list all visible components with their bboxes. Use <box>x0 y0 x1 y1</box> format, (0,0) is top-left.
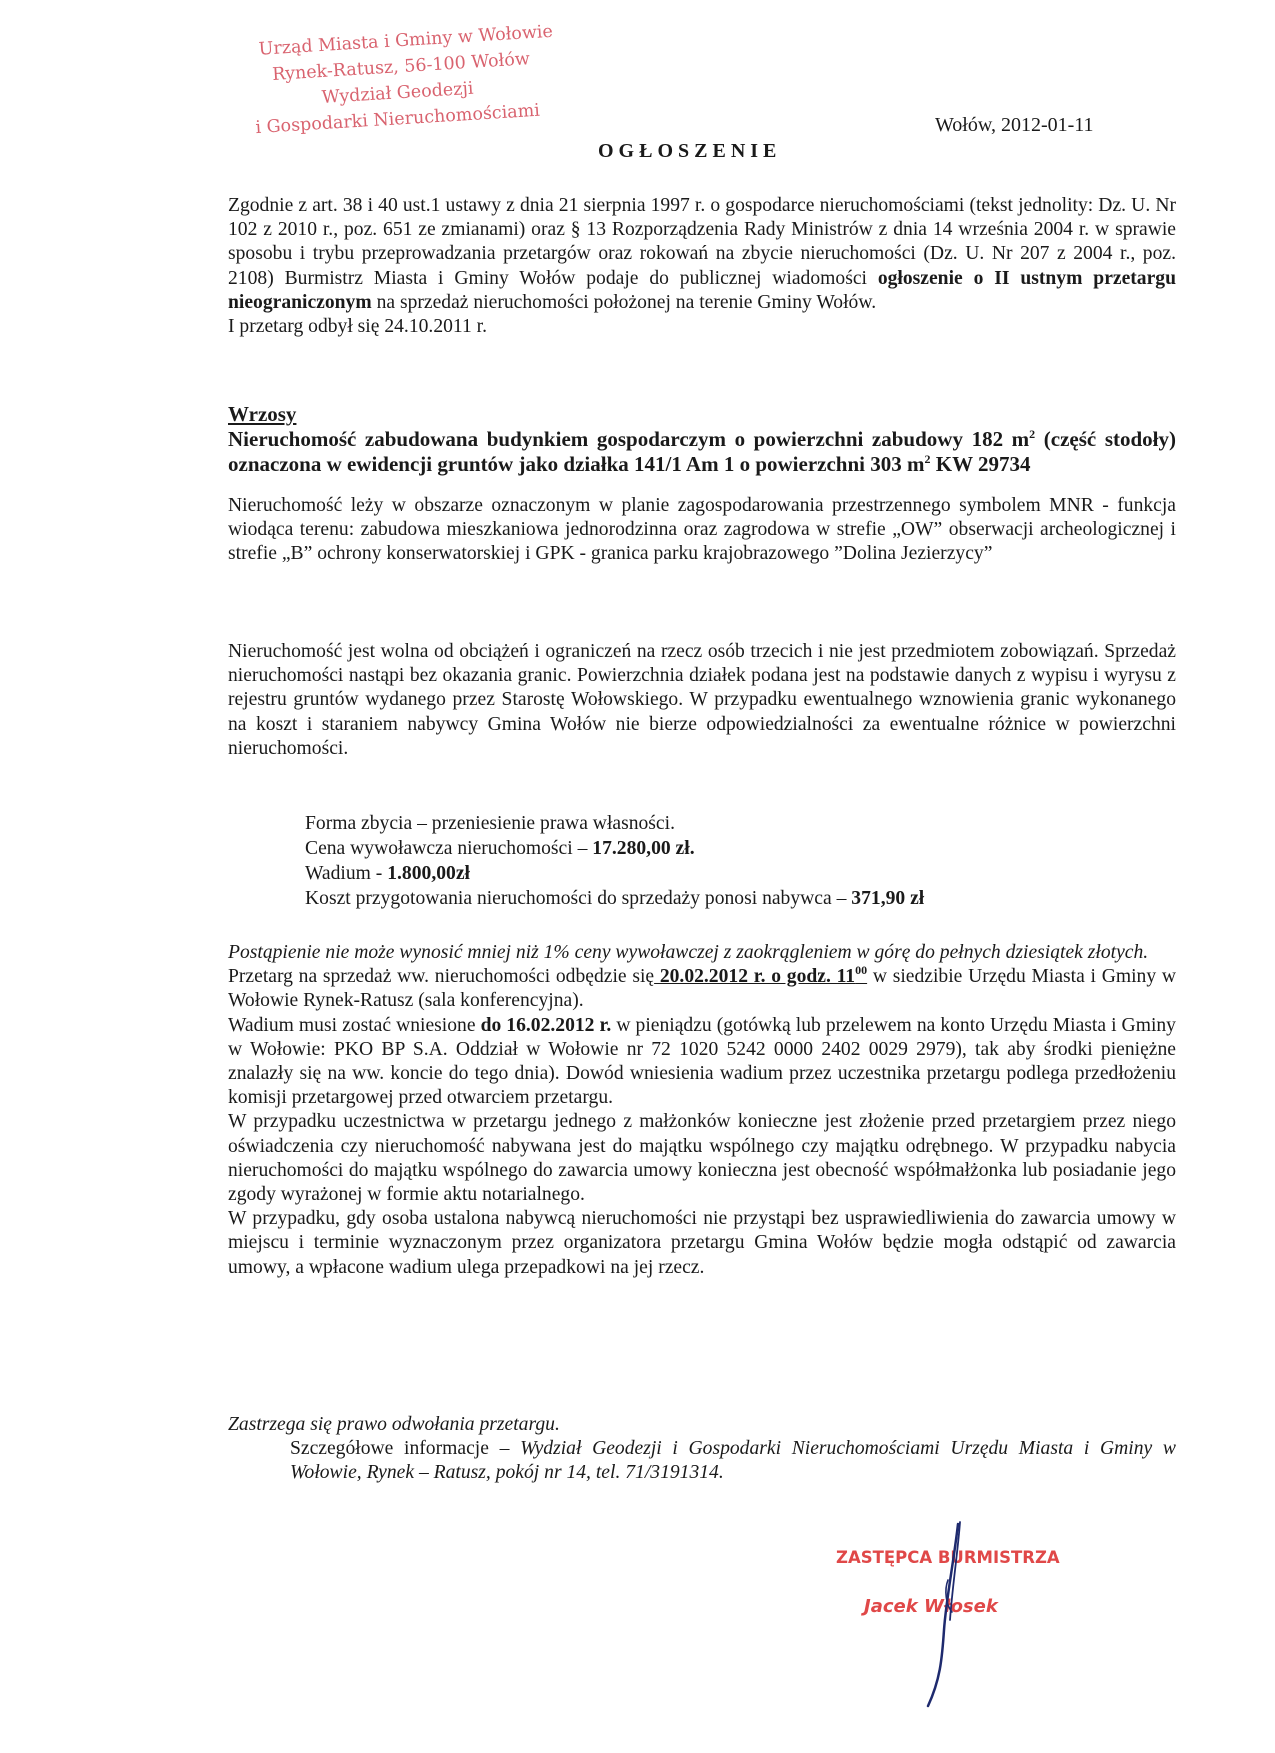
starting-price <box>305 836 1205 861</box>
reserve-right: Zastrzega się prawo odwołania przetargu. <box>228 1414 560 1435</box>
tender-date-paragraph <box>228 965 1176 1013</box>
document-heading: OGŁOSZENIE <box>598 140 782 162</box>
cost-value: 371,90 zł <box>851 888 925 909</box>
superscript: 2 <box>1029 427 1036 441</box>
contact-text: Wydział Geodezji i Gospodarki Nieruchomościami Urzędu Miasta i Gminy w Wołowie, Rynek – Ratusz, pokój nr 14, tel. 71/3191314. <box>290 1438 1176 1484</box>
intro-bold-text: ogłoszenie o II ustnym przetargu nieograniczonym <box>228 267 1176 313</box>
intro-paragraph <box>228 194 1176 315</box>
tender-conditions <box>228 941 1176 1280</box>
price-value: 17.280,00 zł. <box>592 838 695 859</box>
deposit-text: Wadium musi zostać wniesione <box>228 1014 481 1036</box>
signatory-name: Jacek Włosek <box>864 1596 998 1617</box>
tender-date-text: 20.02.2012 r. o godz. 11 <box>654 966 856 988</box>
property-title <box>228 427 1176 477</box>
superscript: 2 <box>924 452 931 466</box>
property-section <box>228 402 1176 477</box>
property-title-part: (część stodoły) oznaczona w ewidencji gruntów jako działka 141/1 Am 1 o powierzchni 303 m <box>228 427 1176 476</box>
closing-section <box>228 1413 1176 1486</box>
deposit <box>305 861 1205 886</box>
property-title-part: KW 29734 <box>930 452 1031 476</box>
preparation-cost <box>305 886 1205 911</box>
intro-text: Zgodnie z art. 38 i 40 ust.1 ustawy z dnia 21 sierpnia 1997 r. o gospodarce nieruchomościami (tekst jednolity: Dz. U. Nr 102 z 2010 r., poz. 651 ze zmianami) oraz § 13 Rozporządzenia Rady Ministrów z dnia 14 września 2004 r. w sprawie sposobu i trybu przeprowadzania przetargów oraz rokowań na zbycie nieruchomości (Dz. U. Nr 207 z 2004 r., poz. 2108) Burmistrz Miasta i Gminy Wołów podaje do publicznej wiadomości <box>228 195 1176 289</box>
office-stamp <box>238 18 564 141</box>
tender-text: Przetarg na sprzedaż ww. nieruchomości odbędzie się <box>228 966 655 988</box>
zoning-description <box>228 494 1176 567</box>
cost-label: Koszt przygotowania nieruchomości do sprzedaży ponosi nabywca – <box>305 888 852 909</box>
handwritten-signature <box>900 1520 980 1710</box>
stamp-line: Wydział Geodezji <box>321 78 475 108</box>
encumbrance-section <box>228 640 1176 761</box>
stamp-line: Urząd Miasta i Gminy w Wołowie <box>258 21 554 60</box>
stamp-line: i Gospodarki Nieruchomościami <box>254 100 541 139</box>
deposit-paragraph <box>228 1014 1176 1111</box>
intro-text-end: na sprzedaż nieruchomości położonej na terenie Gminy Wołów. <box>371 291 877 313</box>
signatory-title: ZASTĘPCA BURMISTRZA <box>836 1548 1060 1567</box>
price-label: Cena wywoławcza nieruchomości – <box>305 838 593 859</box>
intro-section <box>228 194 1176 339</box>
zoning-paragraph: Nieruchomość leży w obszarze oznaczonym w planie zagospodarowania przestrzennego symbolem MNR - funkcja wiodąca terenu: zabudowa mieszkaniowa jednorodzinna oraz zagrodowa w strefie „OW” obserwacji archeologicznej i strefie „B” ochrony konserwatorskiej i GPK - granica parku krajobrazowego ”Dolina Jezierzycy” <box>228 495 1176 565</box>
forfeit-paragraph: W przypadku, gdy osoba ustalona nabywcą nieruchomości nie przystąpi bez usprawiedliwienia do zawarcia umowy w miejscu i terminie wyznaczonym przez organizatora przetargu Gmina Wołów będzie mogła odstąpić od zawarcia umowy, a wpłacone wadium ulega przepadkowi na jej rzecz. <box>228 1208 1176 1278</box>
deposit-value: 1.800,00zł <box>387 863 470 884</box>
tender-date <box>654 963 868 988</box>
increment-rule: Postąpienie nie może wynosić mniej niż 1% ceny wywoławczej z zaokrągleniem w górę do pełnych dziesiątek złotych. <box>228 942 1149 963</box>
tender-place: w siedzibie Urzędu Miasta i Gminy w Wołowie Rynek-Ratusz (sala konferencyjna). <box>228 966 1177 1012</box>
encumbrance-paragraph: Nieruchomość jest wolna od obciążeń i ograniczeń na rzecz osób trzecich i nie jest przedmiotem zobowiązań. Sprzedaż nieruchomości nastąpi bez okazania granic. Powierzchnia działek podana jest na podstawie danych z wypisu i wyrysu z rejestru gruntów wydanego przez Starostę Wołowskiego. W przypadku ewentualnego wznowienia granic wykonanego na koszt i staraniem nabywcy Gmina Wołów nie bierze odpowiedzialności za ewentualne różnice w powierzchni nieruchomości. <box>228 641 1176 759</box>
deposit-deadline: do 16.02.2012 r. <box>480 1014 612 1036</box>
document-date: Wołów, 2012-01-11 <box>935 114 1094 136</box>
contact-label: Szczegółowe informacje – <box>290 1438 521 1460</box>
first-tender-note: I przetarg odbył się 24.10.2011 r. <box>228 316 488 338</box>
tender-hour-sup: 00 <box>855 963 868 978</box>
stamp-line: Rynek-Ratusz, 56-100 Wołów <box>271 49 531 85</box>
sale-terms <box>305 811 1205 911</box>
spouse-paragraph: W przypadku uczestnictwa w przetargu jednego z małżonków konieczne jest złożenie przed przetargiem przez niego oświadczenia czy nieruchomość nabywana jest do majątku wspólnego czy majątku odrębnego. W przypadku nabycia nieruchomości do majątku wspólnego do zawarcia umowy konieczna jest obecność współmałżonka lub posiadanie jego zgody wyrażonej w formie aktu notarialnego. <box>228 1111 1176 1206</box>
contact-info <box>228 1437 1176 1485</box>
deposit-label: Wadium - <box>305 863 388 884</box>
sale-form: Forma zbycia – przeniesienie prawa własności. <box>305 813 675 834</box>
location-name: Wrzosy <box>228 402 297 426</box>
deposit-details: w pieniądzu (gotówką lub przelewem na konto Urzędu Miasta i Gminy w Wołowie: PKO BP S.A. Oddział w Wołowie nr 72 1020 5242 0000 2402 0029 2979), tak aby środki pieniężne znalazły się na ww. koncie do tego dnia). Dowód wniesienia wadium przez uczestnika przetargu podlega przedłożeniu komisji przetargowej przed otwarciem przetargu. <box>228 1014 1176 1109</box>
property-title-part: Nieruchomość zabudowana budynkiem gospodarczym o powierzchni zabudowy 182 m <box>228 427 1030 451</box>
